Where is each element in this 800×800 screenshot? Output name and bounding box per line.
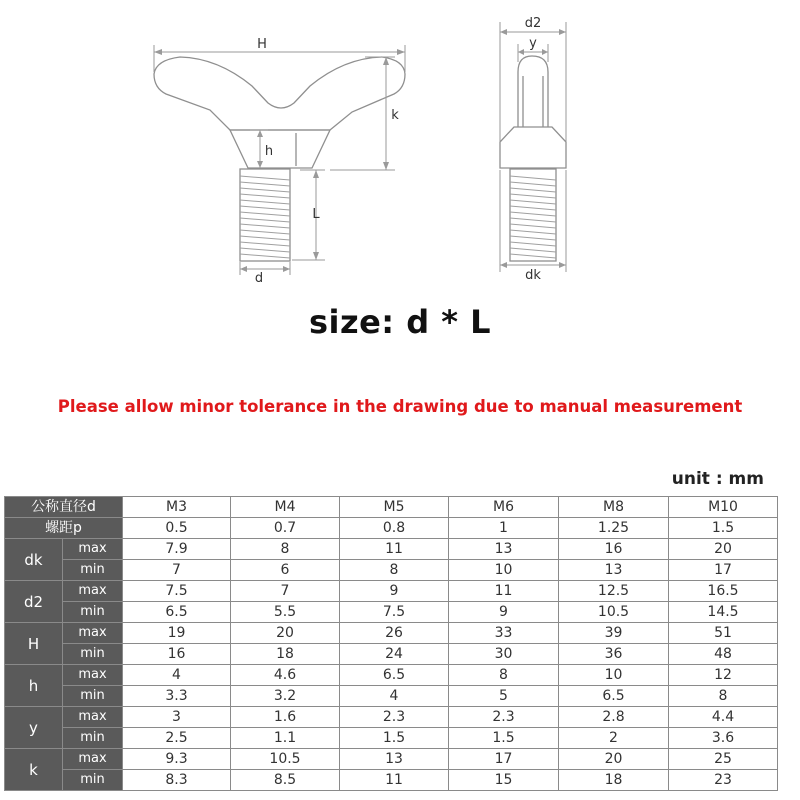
table-header-row	[5, 497, 778, 518]
size-header-cell: M6	[449, 497, 559, 518]
value-cell: 15	[449, 770, 559, 791]
value-cell: 13	[340, 749, 449, 770]
size-header-cell: M5	[340, 497, 449, 518]
value-cell: 3.6	[669, 728, 778, 749]
value-cell: 17	[669, 560, 778, 581]
value-cell: 7.9	[123, 539, 231, 560]
value-cell: 6.5	[340, 665, 449, 686]
value-cell: 5	[449, 686, 559, 707]
tolerance-note: Please allow minor tolerance in the drawing due to manual measurement	[57, 397, 743, 416]
label-d2: d2	[524, 16, 542, 31]
size-header-cell: M3	[123, 497, 231, 518]
size-header-cell: M4	[231, 497, 340, 518]
value-cell: 9	[449, 602, 559, 623]
value-cell: 3.2	[231, 686, 340, 707]
value-cell: 8.3	[123, 770, 231, 791]
size-caption: size: d * L	[308, 303, 492, 341]
dimension-table	[4, 496, 778, 791]
value-cell: 9.3	[123, 749, 231, 770]
table-row-H-min	[5, 644, 778, 665]
value-cell: 20	[669, 539, 778, 560]
size-header-cell: M8	[559, 497, 669, 518]
value-cell: 2.5	[123, 728, 231, 749]
value-cell: 8	[669, 686, 778, 707]
value-cell: 51	[669, 623, 778, 644]
value-cell: 11	[340, 539, 449, 560]
wing-nut-technical-drawing	[0, 0, 800, 300]
pitch-label-cell: 螺距p	[5, 518, 123, 539]
value-cell: 6.5	[559, 686, 669, 707]
value-cell: 2	[559, 728, 669, 749]
label-L: L	[312, 207, 320, 222]
unit-label: unit : mm	[671, 469, 764, 489]
table-row-pitch	[5, 518, 778, 539]
value-cell: 11	[340, 770, 449, 791]
hub-outline-side	[500, 127, 566, 168]
table-row-d2-min	[5, 602, 778, 623]
value-cell: 26	[340, 623, 449, 644]
table-row-h-max	[5, 665, 778, 686]
value-cell: 36	[559, 644, 669, 665]
table-row-h-min	[5, 686, 778, 707]
min-label-cell: min	[63, 644, 123, 665]
param-name-cell: H	[5, 623, 63, 665]
value-cell: 16	[123, 644, 231, 665]
value-cell: 13	[559, 560, 669, 581]
value-cell: 23	[669, 770, 778, 791]
value-cell: 16	[559, 539, 669, 560]
value-cell: 16.5	[669, 581, 778, 602]
param-name-cell: dk	[5, 539, 63, 581]
table-row-y-min	[5, 728, 778, 749]
value-cell: 1.5	[449, 728, 559, 749]
value-cell: 2.8	[559, 707, 669, 728]
value-cell: 12	[669, 665, 778, 686]
value-cell: 19	[123, 623, 231, 644]
value-cell: 1.1	[231, 728, 340, 749]
value-cell: 2.3	[340, 707, 449, 728]
table-row-H-max	[5, 623, 778, 644]
header-label-cell: 公称直径d	[5, 497, 123, 518]
value-cell: 11	[449, 581, 559, 602]
param-name-cell: k	[5, 749, 63, 791]
label-H: H	[257, 37, 267, 52]
value-cell: 17	[449, 749, 559, 770]
pitch-value-cell: 0.5	[123, 518, 231, 539]
value-cell: 10.5	[559, 602, 669, 623]
table-row-d2-max	[5, 581, 778, 602]
value-cell: 30	[449, 644, 559, 665]
min-label-cell: min	[63, 602, 123, 623]
param-name-cell: y	[5, 707, 63, 749]
table-row-dk-min	[5, 560, 778, 581]
value-cell: 25	[669, 749, 778, 770]
value-cell: 2.3	[449, 707, 559, 728]
value-cell: 9	[340, 581, 449, 602]
pitch-value-cell: 1.25	[559, 518, 669, 539]
max-label-cell: max	[63, 707, 123, 728]
value-cell: 48	[669, 644, 778, 665]
pitch-value-cell: 1.5	[669, 518, 778, 539]
value-cell: 3.3	[123, 686, 231, 707]
table-row-dk-max	[5, 539, 778, 560]
value-cell: 14.5	[669, 602, 778, 623]
table-row-k-max	[5, 749, 778, 770]
label-dk: dk	[525, 268, 541, 283]
value-cell: 10.5	[231, 749, 340, 770]
value-cell: 12.5	[559, 581, 669, 602]
table-row-y-max	[5, 707, 778, 728]
value-cell: 1.6	[231, 707, 340, 728]
min-label-cell: min	[63, 560, 123, 581]
value-cell: 8	[231, 539, 340, 560]
value-cell: 33	[449, 623, 559, 644]
min-label-cell: min	[63, 770, 123, 791]
value-cell: 4.4	[669, 707, 778, 728]
value-cell: 10	[559, 665, 669, 686]
min-label-cell: min	[63, 686, 123, 707]
value-cell: 4	[123, 665, 231, 686]
value-cell: 3	[123, 707, 231, 728]
label-d: d	[254, 271, 264, 286]
max-label-cell: max	[63, 749, 123, 770]
value-cell: 7.5	[123, 581, 231, 602]
value-cell: 7.5	[340, 602, 449, 623]
param-name-cell: d2	[5, 581, 63, 623]
value-cell: 13	[449, 539, 559, 560]
value-cell: 1.5	[340, 728, 449, 749]
table-row-k-min	[5, 770, 778, 791]
param-name-cell: h	[5, 665, 63, 707]
value-cell: 20	[559, 749, 669, 770]
min-label-cell: min	[63, 728, 123, 749]
label-h: h	[264, 144, 274, 159]
pitch-value-cell: 1	[449, 518, 559, 539]
value-cell: 8	[449, 665, 559, 686]
value-cell: 6	[231, 560, 340, 581]
value-cell: 39	[559, 623, 669, 644]
label-k: k	[391, 108, 399, 123]
hub-outline-front	[230, 130, 330, 168]
size-header-cell: M10	[669, 497, 778, 518]
value-cell: 10	[449, 560, 559, 581]
value-cell: 4.6	[231, 665, 340, 686]
label-y: y	[529, 36, 537, 51]
wing-outline-front	[154, 57, 405, 130]
value-cell: 7	[123, 560, 231, 581]
value-cell: 6.5	[123, 602, 231, 623]
max-label-cell: max	[63, 581, 123, 602]
value-cell: 20	[231, 623, 340, 644]
value-cell: 24	[340, 644, 449, 665]
value-cell: 8.5	[231, 770, 340, 791]
value-cell: 18	[231, 644, 340, 665]
value-cell: 4	[340, 686, 449, 707]
max-label-cell: max	[63, 665, 123, 686]
max-label-cell: max	[63, 623, 123, 644]
value-cell: 8	[340, 560, 449, 581]
max-label-cell: max	[63, 539, 123, 560]
value-cell: 18	[559, 770, 669, 791]
pitch-value-cell: 0.7	[231, 518, 340, 539]
value-cell: 5.5	[231, 602, 340, 623]
value-cell: 7	[231, 581, 340, 602]
pitch-value-cell: 0.8	[340, 518, 449, 539]
